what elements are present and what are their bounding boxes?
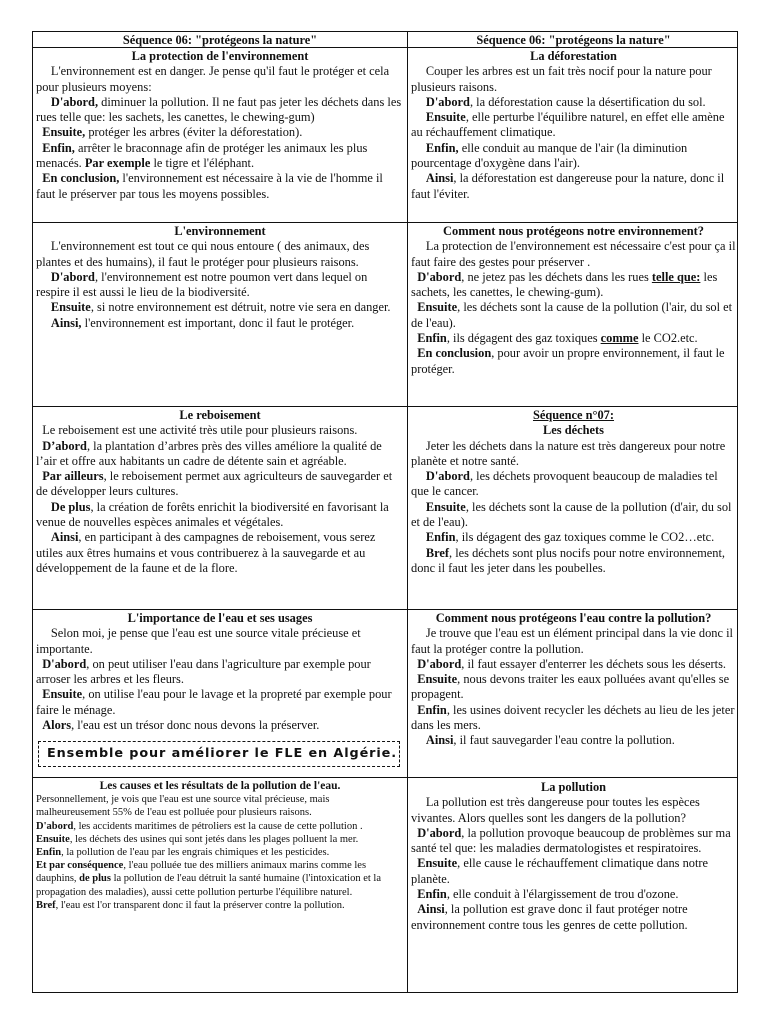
paragraph: L'environnement est tout ce qui nous entoure ( des animaux, des plantes et des humains), il faut le protéger pour plusieurs raisons. bbox=[36, 239, 370, 269]
row-divider bbox=[33, 406, 737, 407]
cell-protection bbox=[33, 49, 407, 202]
cell-title: La pollution bbox=[540, 780, 607, 794]
cell-causes-eau bbox=[33, 780, 407, 912]
paragraph: Enfin, la pollution de l'eau par les engrais chimiques et les pesticides. bbox=[36, 847, 330, 859]
cell-title: L'environnement bbox=[174, 224, 266, 238]
paragraph: Ensuite, on utilise l'eau pour le lavage et la propreté par exemple pour faire le ménage. bbox=[36, 687, 392, 717]
paragraph: La pollution est très dangereuse pour toutes les espèces vivantes. Alors quelles sont les dangers de la pollution? bbox=[411, 795, 700, 825]
paragraph: Ainsi, la déforestation est dangereuse pour la nature, donc il faut l'éviter. bbox=[411, 171, 725, 201]
paragraph: Et par conséquence, l'eau polluée tue des milliers animaux marins comme les dauphins, de plus la pollution de l'eau détruit la santé humaine (l'intoxication et la propagation des maladies), aussi cette pollution perturbe l'équilibre naturel. bbox=[36, 860, 381, 898]
paragraph: D'abord, la déforestation cause la désertification du sol. bbox=[425, 94, 706, 109]
paragraph: Ainsi, la pollution est grave donc il faut protéger notre environnement contre tous les genres de cette pollution. bbox=[411, 902, 688, 932]
paragraph: De plus, la création de forêts enrichit la biodiversité en favorisant la venue de nouvelles espèces animales et végétales. bbox=[36, 499, 389, 530]
paragraph: D'abord, diminuer la pollution. Il ne faut pas jeter les déchets dans les rues telle que: les sachets, les canettes, le chewing-gum) bbox=[36, 94, 402, 125]
paragraph: L'environnement est en danger. Je pense qu'il faut le protéger et cela pour plusieurs moyens: bbox=[36, 64, 390, 94]
cell-title: Les causes et les résultats de la pollution de l'eau. bbox=[99, 780, 341, 792]
paragraph: Ensuite, les déchets sont la cause de la pollution (d'air, du sol et de l'eau). bbox=[411, 499, 732, 530]
paragraph: Bref, l'eau est l'or transparent donc il faut la préserver contre la pollution. bbox=[36, 899, 345, 911]
cell-reboisement bbox=[33, 408, 407, 576]
paragraph: Ensuite, elle perturbe l'équilibre naturel, en effet elle amène au réchauffement climatique. bbox=[411, 110, 725, 140]
cell-title: L'importance de l'eau et ses usages bbox=[127, 611, 313, 625]
row-divider bbox=[33, 222, 737, 223]
paragraph: D’abord, la plantation d’arbres près des villes améliore la qualité de l’air et offre aux habitants un cadre de détente sain et agréable. bbox=[36, 438, 382, 468]
paragraph: Alors, l'eau est un trésor donc nous devons la préserver. bbox=[42, 718, 320, 733]
cell-dechets bbox=[408, 408, 739, 576]
paragraph: D'abord, il faut essayer d'enterrer les déchets sous les déserts. bbox=[417, 656, 727, 671]
cell-environnement bbox=[33, 224, 407, 331]
paragraph: D'abord, ne jetez pas les déchets dans les rues telle que: les sachets, les canettes, le chewing-gum). bbox=[411, 269, 718, 300]
paragraph: D'abord, les accidents maritimes de pétroliers est la cause de cette pollution . bbox=[36, 820, 363, 832]
cell-comment-environnement bbox=[408, 224, 739, 377]
paragraph: Enfin, arrêter le braconnage afin de protéger les animaux les plus menacés. Par exemple le tigre et l'éléphant. bbox=[36, 140, 368, 171]
paragraph: Par ailleurs, le reboisement permet aux agriculteurs de sauvegarder et de développer leurs cultures. bbox=[36, 469, 393, 499]
paragraph: Ainsi, il faut sauvegarder l'eau contre la pollution. bbox=[425, 733, 675, 748]
paragraph: Bref, les déchets sont plus nocifs pour notre environnement, donc il faut les jeter dans les poubelles. bbox=[411, 545, 726, 575]
cell-title: Comment nous protégeons l'eau contre la pollution? bbox=[435, 611, 712, 625]
row-divider bbox=[33, 609, 737, 610]
paragraph: Je trouve que l'eau est un élément principal dans la vie donc il faut la protéger contre la pollution. bbox=[411, 626, 733, 656]
worksheet-table bbox=[32, 31, 738, 993]
cell-pollution bbox=[408, 780, 739, 933]
cell-title: La protection de l'environnement bbox=[131, 49, 309, 63]
header-left: Séquence 06: "protégeons la nature" bbox=[122, 33, 318, 47]
paragraph: La protection de l'environnement est nécessaire c'est pour ça il faut faire des gestes pour préserver . bbox=[411, 239, 736, 269]
paragraph: D'abord, l'environnement est notre poumon vert dans lequel on respire il est aussi le lieu de la biodiversité. bbox=[36, 269, 368, 300]
paragraph: Ainsi, l'environnement est important, donc il faut le protéger. bbox=[50, 315, 355, 330]
paragraph: Ensuite, si notre environnement est détruit, notre vie sera en danger. bbox=[50, 300, 391, 315]
paragraph: Couper les arbres est un fait très nocif pour la nature pour plusieurs raisons. bbox=[411, 64, 712, 94]
fle-banner: Ensemble pour améliorer le FLE en Algérie. bbox=[38, 741, 400, 767]
paragraph: D'abord, les déchets provoquent beaucoup de maladies tel que le cancer. bbox=[411, 469, 718, 499]
sequence-title: Séquence n°07: bbox=[532, 408, 615, 422]
paragraph: Enfin, ils dégagent des gaz toxiques comme le CO2.etc. bbox=[417, 331, 698, 346]
cell-comment-eau bbox=[408, 611, 739, 749]
paragraph: Enfin, ils dégagent des gaz toxiques comme le CO2…etc. bbox=[425, 530, 715, 545]
cell-title: Comment nous protégeons notre environnement? bbox=[443, 224, 704, 238]
paragraph: Jeter les déchets dans la nature est très dangereux pour notre planète et notre santé. bbox=[411, 438, 726, 468]
row-divider bbox=[33, 777, 737, 778]
paragraph: Ensuite, protéger les arbres (éviter la déforestation). bbox=[42, 125, 303, 140]
paragraph: D'abord, la pollution provoque beaucoup de problèmes sur ma santé tel que: les maladies dermatologistes et respiratoires. bbox=[411, 825, 731, 856]
paragraph: Ensuite, les déchets sont la cause de la pollution (l'air, du sol et de l'eau). bbox=[411, 300, 733, 330]
cell-importance-eau bbox=[33, 611, 407, 767]
paragraph: Enfin, les usines doivent recycler les déchets au lieu de les jeter dans les mers. bbox=[411, 702, 735, 733]
paragraph: Ensuite, elle cause le réchauffement climatique dans notre planète. bbox=[411, 856, 709, 886]
cell-title: La déforestation bbox=[530, 49, 617, 63]
paragraph: Enfin, elle conduit au manque de l'air (la diminution pourcentage d'oxygène dans l'air). bbox=[411, 140, 688, 171]
cell-title: Le reboisement bbox=[179, 408, 261, 422]
paragraph: Enfin, elle conduit à l'élargissement de trou d'ozone. bbox=[417, 887, 679, 902]
header-right: Séquence 06: "protégeons la nature" bbox=[476, 33, 671, 47]
paragraph: Ainsi, en participant à des campagnes de reboisement, vous serez utiles aux êtres humains et vous contribuerez à la sauvegarde et au développement de la faune et de la flore. bbox=[36, 530, 376, 575]
paragraph: Ensuite, les déchets des usines qui sont jetés dans les plages polluent la mer. bbox=[36, 833, 359, 845]
paragraph: En conclusion, l'environnement est nécessaire à la vie de l'homme il faut le préserver par tous les moyens possibles. bbox=[36, 171, 383, 201]
paragraph: Ensuite, nous devons traiter les eaux polluées avant qu'elles se propagent. bbox=[411, 672, 730, 702]
paragraph: En conclusion, pour avoir un propre environnement, il faut le protéger. bbox=[411, 346, 725, 376]
cell-title: Les déchets bbox=[543, 423, 604, 438]
paragraph: Le reboisement est une activité très utile pour plusieurs raisons. bbox=[42, 423, 358, 438]
paragraph: Selon moi, je pense que l'eau est une source vitale précieuse et importante. bbox=[36, 626, 361, 656]
paragraph: Personnellement, je vois que l'eau est une source vital précieuse, mais malheureusement 55% de l'eau est polluée pour plusieurs raisons. bbox=[36, 794, 330, 819]
cell-deforestation bbox=[408, 49, 739, 202]
paragraph: D'abord, on peut utiliser l'eau dans l'agriculture par exemple pour arroser les arbres et les fleurs. bbox=[36, 656, 371, 687]
